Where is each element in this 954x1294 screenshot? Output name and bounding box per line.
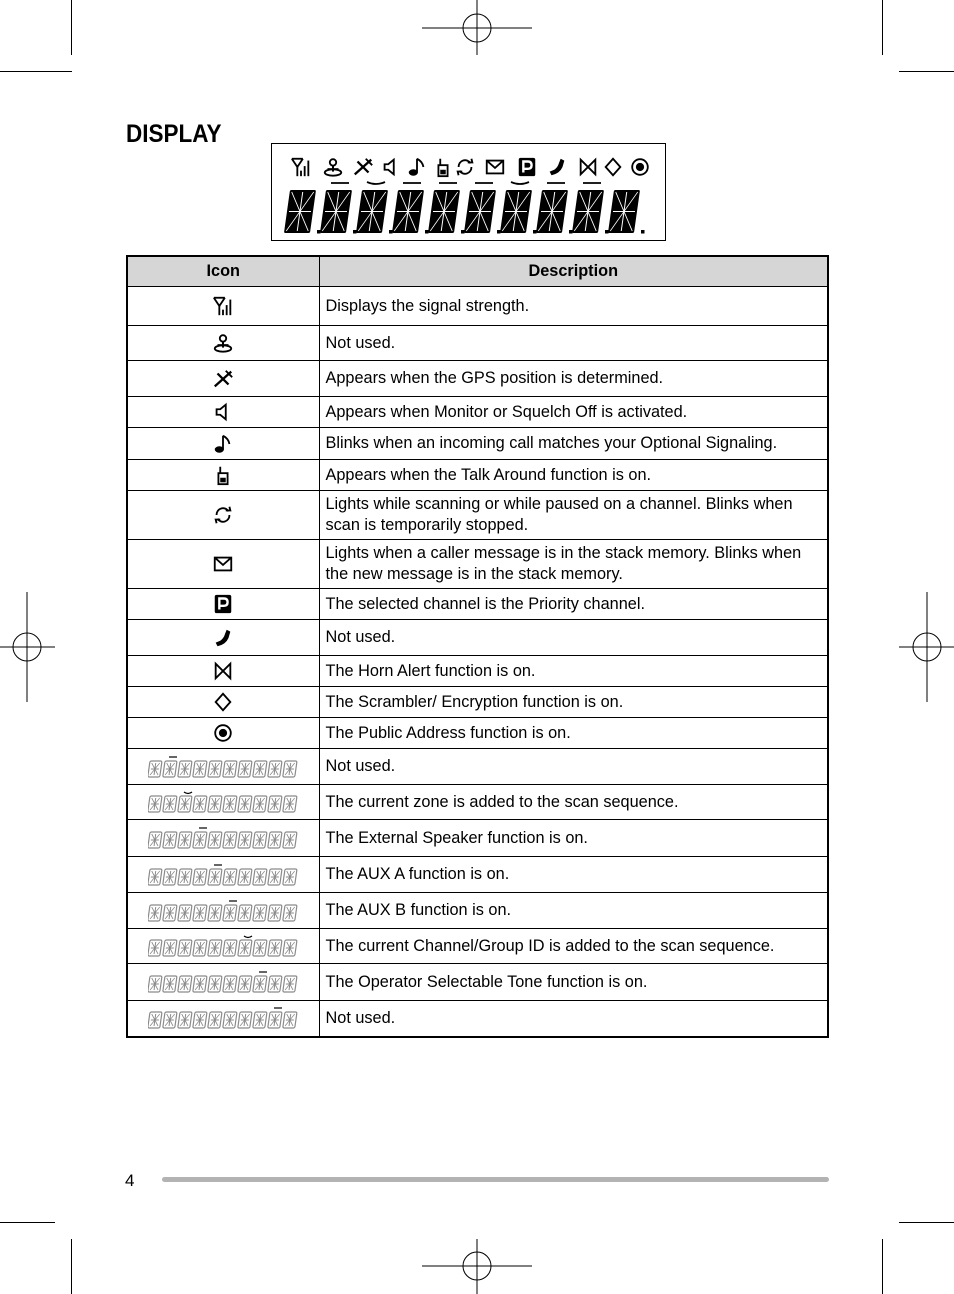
icon-description-table: [126, 255, 829, 1038]
table-row: [127, 820, 828, 857]
description-cell: [319, 397, 828, 428]
icon-cell: [127, 620, 319, 656]
talk-around-icon: [212, 464, 234, 486]
description-text: Lights when a caller message is in the stack memory. Blinks when the new message is in the stack memory.: [325, 544, 802, 583]
message-envelope-icon: [212, 553, 234, 575]
table-row: [127, 460, 828, 491]
icon-cell: [127, 785, 319, 820]
table-row: [127, 785, 828, 820]
icon-cell: [127, 540, 319, 589]
icon-cell: [127, 1001, 319, 1037]
icon-cell: [127, 491, 319, 540]
table-row: [127, 929, 828, 964]
signal-strength-icon: [212, 295, 234, 317]
lcd-phone-icon: [550, 159, 565, 176]
gps-satellite-icon: [212, 368, 234, 390]
description-cell: [319, 620, 828, 656]
table-row: [127, 287, 828, 326]
icon-cell: [127, 820, 319, 857]
description-text: Blinks when an incoming call matches your Optional Signaling.: [325, 434, 778, 452]
horn-alert-icon: [212, 660, 234, 682]
icon-cell: [127, 287, 319, 326]
unused-antenna-icon: [212, 332, 234, 354]
description-cell: [319, 718, 828, 749]
description-cell: [319, 964, 828, 1001]
icon-cell: [127, 589, 319, 620]
description-text: The AUX A function is on.: [325, 865, 510, 883]
description-text: The Horn Alert function is on.: [325, 661, 536, 680]
description-cell: [319, 1001, 828, 1037]
icon-cell: [127, 749, 319, 785]
icon-cell: [127, 857, 319, 893]
description-cell: [319, 687, 828, 718]
description-cell: [319, 540, 828, 589]
lcd-gps-satellite-icon: [355, 159, 372, 175]
icon-cell: [127, 326, 319, 361]
description-cell: [319, 656, 828, 687]
priority-p-icon: [212, 593, 234, 615]
table-row: [127, 540, 828, 589]
description-text: Appears when Monitor or Squelch Off is activated.: [325, 402, 688, 421]
scan-icon: [212, 504, 234, 526]
segment-bar-icon: [148, 826, 298, 850]
icon-cell: [127, 361, 319, 397]
music-note-icon: [212, 433, 234, 455]
description-cell: [319, 589, 828, 620]
icon-cell: [127, 718, 319, 749]
lcd-svg: [272, 144, 665, 240]
table-header-row: [127, 256, 828, 287]
description-cell: [319, 893, 828, 929]
segment-bar-icon: [148, 790, 298, 814]
page-title: DISPLAY: [126, 120, 222, 148]
table-row: [127, 656, 828, 687]
table-row: [127, 491, 828, 540]
table-row: [127, 326, 828, 361]
lcd-talk-around-icon: [438, 159, 447, 176]
description-text: Lights while scanning or while paused on a channel. Blinks when scan is temporarily stopped.: [325, 495, 793, 534]
table-row: [127, 1001, 828, 1037]
description-cell: [319, 287, 828, 326]
description-cell: [319, 785, 828, 820]
table-row: [127, 964, 828, 1001]
description-text: The current Channel/Group ID is added to the scan sequence.: [325, 936, 775, 955]
table-row: [127, 857, 828, 893]
icon-cell: [127, 964, 319, 1001]
table-row: [127, 893, 828, 929]
icon-cell: [127, 687, 319, 718]
description-cell: [319, 428, 828, 460]
description-cell: [319, 820, 828, 857]
description-text: The AUX B function is on.: [325, 901, 512, 919]
icon-cell: [127, 428, 319, 460]
description-cell: [319, 491, 828, 540]
description-cell: [319, 460, 828, 491]
description-text: Displays the signal strength.: [325, 296, 530, 315]
description-text: Appears when the Talk Around function is on.: [325, 465, 652, 484]
description-text: Appears when the GPS position is determined.: [325, 369, 664, 387]
description-text: The Scrambler/ Encryption function is on.: [325, 692, 624, 711]
page-number: 4: [125, 1171, 135, 1190]
description-cell: [319, 929, 828, 964]
table-row: [127, 718, 828, 749]
description-text: The Public Address function is on.: [325, 723, 571, 742]
table-row: [127, 687, 828, 718]
lcd-unused-antenna-icon: [325, 159, 342, 176]
lcd-display-illustration: [271, 143, 666, 241]
registration-mark-right: [899, 592, 954, 702]
description-text: Not used.: [325, 757, 396, 775]
table-row: [127, 589, 828, 620]
segment-bar-icon: [148, 899, 298, 923]
monitor-speaker-icon: [212, 401, 234, 423]
table-row: [127, 397, 828, 428]
registration-mark-top: [422, 0, 532, 55]
table-row: [127, 428, 828, 460]
lcd-scrambler-diamond-icon: [606, 159, 621, 176]
description-text: The current zone is added to the scan sequence.: [325, 792, 679, 811]
description-cell: [319, 326, 828, 361]
lcd-horn-alert-icon: [581, 160, 596, 175]
registration-mark-left: [0, 592, 55, 702]
footer-rule: [162, 1177, 829, 1182]
description-cell: [319, 857, 828, 893]
lcd-monitor-speaker-icon: [385, 160, 394, 175]
icon-cell: [127, 929, 319, 964]
header-description: Description: [319, 256, 828, 287]
description-text: The Operator Selectable Tone function is on.: [325, 972, 648, 991]
description-text: Not used.: [325, 333, 396, 352]
description-text: Not used.: [325, 628, 396, 646]
table-row: [127, 620, 828, 656]
segment-bar-icon: [148, 1006, 298, 1030]
icon-cell: [127, 656, 319, 687]
description-text: The External Speaker function is on.: [325, 828, 588, 847]
description-text: Not used.: [325, 1008, 396, 1027]
lcd-scan-icon: [458, 159, 473, 176]
public-address-icon: [212, 722, 234, 744]
segment-bar-icon: [148, 863, 298, 887]
lcd-music-note-icon: [409, 159, 424, 176]
lcd-public-address-icon: [632, 159, 648, 175]
scrambler-diamond-icon: [212, 691, 234, 713]
icon-cell: [127, 893, 319, 929]
icon-cell: [127, 460, 319, 491]
phone-icon: [212, 627, 234, 649]
lcd-signal-strength-icon: [292, 159, 309, 176]
segment-bar-icon: [148, 970, 298, 994]
description-cell: [319, 749, 828, 785]
lcd-priority-p-icon: [519, 158, 536, 176]
segment-bar-icon: [148, 934, 298, 958]
description-cell: [319, 361, 828, 397]
icon-cell: [127, 397, 319, 428]
description-text: The selected channel is the Priority channel.: [325, 594, 645, 613]
table-row: [127, 361, 828, 397]
registration-mark-bottom: [422, 1239, 532, 1294]
header-icon: Icon: [127, 256, 319, 287]
segment-bar-icon: [148, 755, 298, 779]
table-row: [127, 749, 828, 785]
lcd-message-envelope-icon: [487, 161, 504, 174]
